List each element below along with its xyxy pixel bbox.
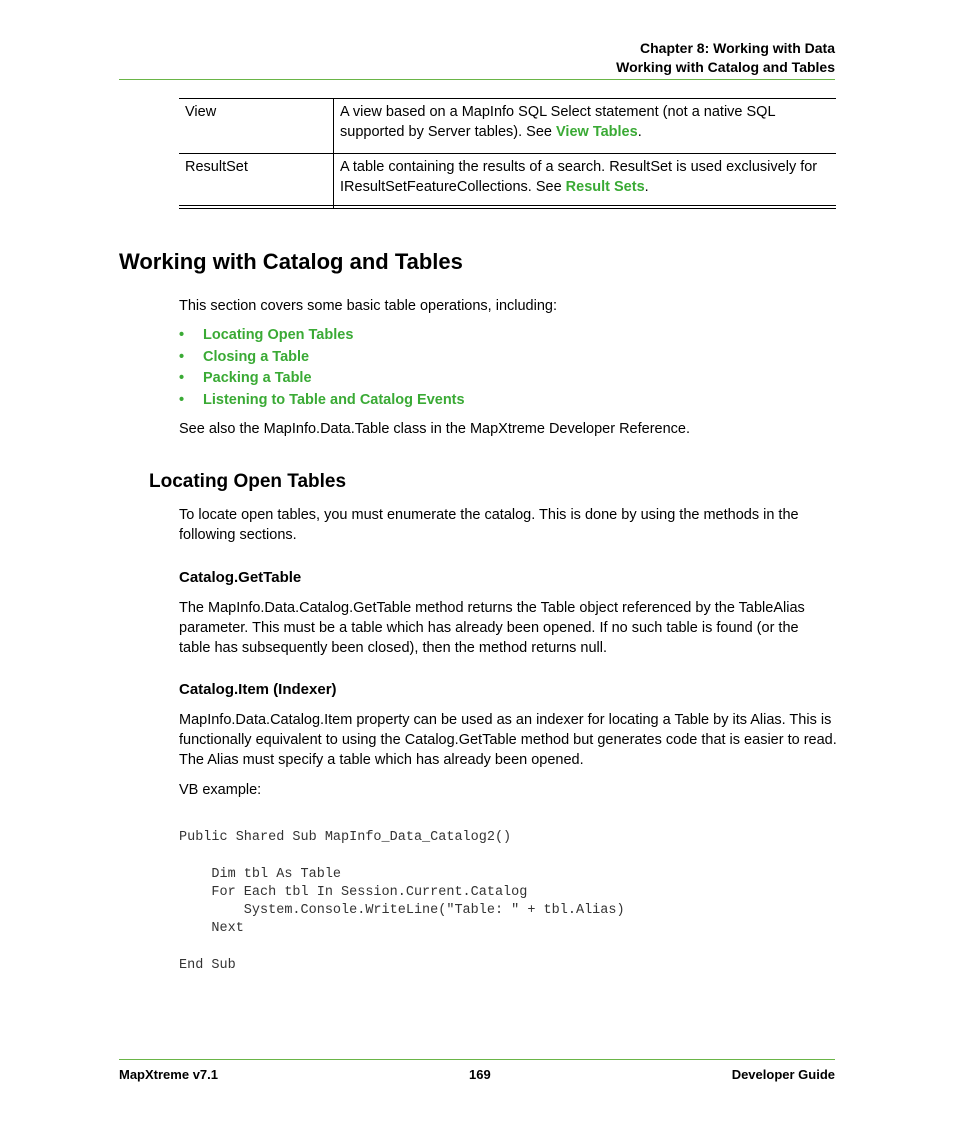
footer-guide: Developer Guide bbox=[731, 1067, 835, 1082]
table-bottom-rule bbox=[179, 208, 836, 209]
subsection-title: Locating Open Tables bbox=[149, 471, 347, 492]
item-heading: Catalog.Item (Indexer) bbox=[179, 681, 337, 698]
topic-list bbox=[179, 325, 465, 411]
header-chapter: Chapter 8: Working with Data bbox=[640, 40, 835, 56]
item-text: MapInfo.Data.Catalog.Item property can be used as an indexer for locating a Table by its Alias. This is functionally equivalent to using the Catalog.GetTable method but generates code that is easier to read. The Alias must specify a table which has already been opened. bbox=[179, 712, 837, 768]
gettable-heading: Catalog.GetTable bbox=[179, 569, 302, 586]
table-description: A table containing the results of a search. ResultSet is used exclusively for IResultSetFeatureCollections. See Result Sets. bbox=[340, 159, 818, 195]
list-item bbox=[179, 347, 465, 369]
bullet-icon: • bbox=[179, 391, 185, 408]
table-row bbox=[179, 154, 836, 209]
table-bottom-rule bbox=[179, 205, 836, 206]
section-intro: This section covers some basic table operations, including: bbox=[179, 298, 557, 314]
view-tables-link[interactable]: View Tables bbox=[556, 124, 638, 140]
see-also-text: See also the MapInfo.Data.Table class in the MapXtreme Developer Reference. bbox=[179, 421, 690, 437]
example-label: VB example: bbox=[179, 782, 262, 798]
result-sets-link[interactable]: Result Sets bbox=[565, 179, 645, 195]
list-item bbox=[179, 325, 465, 347]
header-section: Working with Catalog and Tables bbox=[616, 59, 835, 75]
footer-page-number: 169 bbox=[469, 1067, 491, 1082]
table-term: ResultSet bbox=[179, 154, 334, 209]
header-rule bbox=[119, 79, 835, 80]
bullet-icon: • bbox=[179, 370, 185, 386]
listening-events-link[interactable]: Listening to Table and Catalog Events bbox=[203, 391, 465, 408]
gettable-text: The MapInfo.Data.Catalog.GetTable method returns the Table object referenced by the TableAlias parameter. This must be a table which has already been opened. If no such table is found (or the table has subsequently been closed), then the method returns null. bbox=[179, 600, 805, 656]
section-title: Working with Catalog and Tables bbox=[119, 249, 463, 274]
bullet-icon: • bbox=[179, 348, 185, 365]
table-row bbox=[179, 99, 836, 154]
bullet-icon: • bbox=[179, 327, 185, 343]
footer-rule bbox=[119, 1059, 835, 1060]
definitions-table bbox=[179, 98, 836, 208]
code-example: Public Shared Sub MapInfo_Data_Catalog2() Dim tbl As Table For Each tbl In Session.Current.Catalog System.Console.WriteLine("Table: " + tbl.Alias) Next End Sub bbox=[179, 830, 625, 974]
list-item bbox=[179, 368, 465, 390]
table-term: View bbox=[179, 99, 334, 154]
closing-a-table-link[interactable]: Closing a Table bbox=[203, 348, 310, 365]
footer-product: MapXtreme v7.1 bbox=[119, 1067, 218, 1082]
locating-open-tables-link[interactable]: Locating Open Tables bbox=[203, 327, 354, 343]
table-description: A view based on a MapInfo SQL Select statement (not a native SQL supported by Server tables). See View Tables. bbox=[340, 104, 775, 140]
list-item bbox=[179, 390, 465, 412]
packing-a-table-link[interactable]: Packing a Table bbox=[203, 370, 312, 386]
subsection-intro: To locate open tables, you must enumerate the catalog. This is done by using the methods in the following sections. bbox=[179, 507, 799, 543]
